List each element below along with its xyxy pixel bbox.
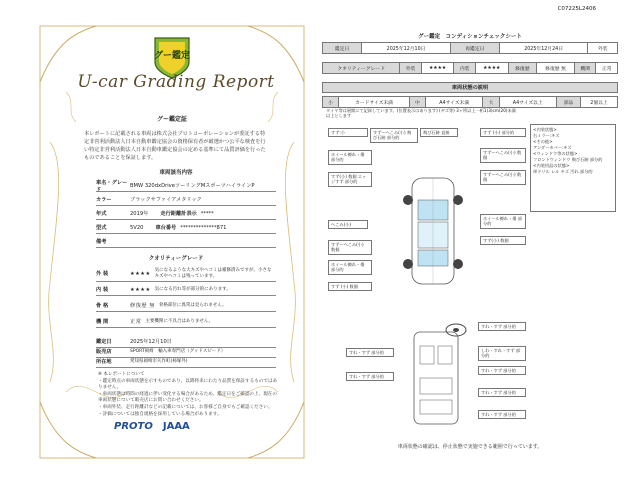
interior-desc: 気になる汚れ等が部分的にあります。 bbox=[154, 286, 231, 292]
engine-label: 機 関 bbox=[96, 319, 109, 325]
note-line: ※ 本レポートについて bbox=[98, 372, 145, 377]
size-large: 大 bbox=[483, 97, 499, 108]
size-small: 小 bbox=[323, 97, 339, 108]
exterior-column: 外装 bbox=[588, 43, 618, 54]
callout: すず (小) 部分的 bbox=[480, 128, 526, 137]
callout: すれ・すず 部分的 bbox=[478, 410, 526, 419]
engine-desc: 主要機関に不具合はありません。 bbox=[145, 318, 214, 324]
model-value: BMW 320dxDriveツーリングMスポーツハイラインP bbox=[130, 183, 255, 189]
footer-logos bbox=[114, 418, 244, 434]
model-label: 車名・グレード bbox=[96, 179, 128, 193]
address-label: 所在地 bbox=[96, 359, 112, 365]
engine-row bbox=[96, 316, 276, 328]
exterior-label: 外 装 bbox=[96, 271, 109, 277]
callout: 飛び石跡 直接 bbox=[420, 128, 458, 137]
notes-label: 備考 bbox=[96, 239, 107, 245]
recheck-label: 再鑑定日 bbox=[450, 43, 499, 54]
address-value: 愛知県岡崎市矢作町(柿塚外) bbox=[130, 358, 188, 364]
exterior-row bbox=[96, 266, 276, 282]
date-value: 2025年12月10日 bbox=[362, 43, 451, 54]
date-label: 鑑定日 bbox=[323, 43, 362, 54]
q-engine-label: 機関 bbox=[574, 63, 595, 74]
bottom-note: 車両状態の確認は、停止状態で実施できる範囲で行っています。 bbox=[397, 444, 543, 450]
parts-value: 2個以上 bbox=[581, 97, 618, 108]
note-line: ・評価については独自規格を採用している場合があります。 bbox=[98, 411, 222, 417]
exterior-desc: 気になるような大キズやヘコミは補修済みですが、小さなキズやヘコミは残っています。 bbox=[154, 267, 272, 279]
sheet-title: グー鑑定 コンディションチェックシート bbox=[418, 34, 522, 40]
year-label: 年式 bbox=[96, 211, 107, 217]
callout: すず:小 bbox=[328, 128, 368, 137]
q-engine-value: 正常 bbox=[596, 63, 618, 74]
q-int-label: 内装 bbox=[454, 63, 475, 74]
size-large-desc: A4サイズ以上 bbox=[499, 97, 556, 108]
recheck-value: 2025年12月24日 bbox=[499, 43, 588, 54]
frame-value: 修復歴 無 bbox=[130, 303, 155, 309]
mileage-label: 走行距離計表示 bbox=[160, 211, 197, 217]
interior-stars: ★★★★ bbox=[130, 286, 151, 293]
year-value: 2019年 bbox=[130, 211, 149, 217]
side-notes-box bbox=[530, 124, 616, 212]
callout: すず (小) 数個 bbox=[328, 282, 372, 291]
callout: すれ・すず 部分的 bbox=[346, 372, 394, 381]
side-note: フロントウィンドウ 飛び石跡 部分的 bbox=[533, 157, 603, 162]
callout: すれ・すず 部分的 bbox=[478, 322, 526, 331]
note-line: ・車両外装、走行距離計などの記載については、お客様ご自身でもご確認ください。 bbox=[98, 404, 273, 410]
color-value: ブラックサファイアメタリック bbox=[130, 197, 202, 203]
chassis-label: 車台番号 bbox=[155, 225, 177, 231]
grading-certificate bbox=[36, 22, 308, 462]
jaaa-logo: JAAA bbox=[162, 420, 190, 432]
size-small-desc: カードサイズ未満 bbox=[339, 97, 410, 108]
mileage-value: ***** bbox=[200, 210, 214, 217]
callout: ホイール擦れ・傷 部分的 bbox=[328, 150, 372, 165]
notes-row bbox=[96, 236, 276, 248]
quality-table bbox=[322, 62, 618, 74]
date-table bbox=[322, 42, 618, 54]
type-value: 5V20 bbox=[130, 224, 144, 231]
year-row bbox=[96, 208, 276, 220]
callout: すず〜へこみ(小) 数個 bbox=[480, 170, 526, 185]
q-ext-label: 外装 bbox=[400, 63, 421, 74]
dealer-label: 販売店 bbox=[96, 349, 112, 355]
callout: しわ・すれ・すず 部分的 bbox=[478, 346, 526, 361]
note-line: ・鑑定時点の車両状態を示すものであり、以降将来にわたり品質を保証するものではありません。 bbox=[98, 378, 278, 391]
side-note: 右ミラー:キズ bbox=[533, 133, 560, 138]
exterior-stars: ★★★★ bbox=[130, 270, 151, 277]
model-row bbox=[96, 180, 276, 192]
report-notes bbox=[98, 372, 278, 418]
side-note: アンダーカバー:キズ bbox=[533, 145, 572, 150]
callout: すず〜へこみ(小) 数個 bbox=[328, 240, 372, 255]
side-note: 単ドリル レル キズ 汚れ 部分的 bbox=[533, 169, 593, 174]
q-repair-value: 修復歴 無 bbox=[537, 63, 575, 74]
frame-label: 骨 格 bbox=[96, 303, 109, 309]
color-label: カラー bbox=[96, 197, 112, 203]
parts-label: 部品 bbox=[556, 97, 580, 108]
frame-row bbox=[96, 300, 276, 312]
interior-label: 内 装 bbox=[96, 287, 109, 293]
quality-label: クオリティーグレード bbox=[323, 63, 400, 74]
color-row bbox=[96, 194, 276, 206]
callout: すず〜へこみ(小) 飛び石跡 部分的 bbox=[370, 128, 418, 143]
side-note: <その他> bbox=[533, 139, 553, 144]
frame-desc: 骨格部位に異常は見られません。 bbox=[158, 302, 227, 308]
size-medium-desc: A4サイズ未満 bbox=[425, 97, 482, 108]
type-row bbox=[96, 222, 276, 234]
car-interior-diagram bbox=[410, 328, 462, 428]
legend-note: タイヤ等は展開にて記録しています。(位置表示はあります) (ギズ等) 3ヶ所以上一桁1(3)cm(20)未満以上とします bbox=[326, 108, 516, 119]
callout: ホイール擦れ・傷 部分的 bbox=[480, 214, 526, 229]
callout: ホイール擦れ・傷 部分的 bbox=[328, 260, 372, 275]
intro-text: 本レポートに記載される車両は株式会社プロトコーポレーションが委託する特定非営利活動法人日本自動車鑑定協会の資格保有者が厳選かつ公平な検査を行い特定非営利活動法人日本自動車鑑定協会の定める基準にて品質評価を行ったものであることを保証します。 bbox=[84, 131, 266, 161]
callout: すず(小) 数個 bbox=[480, 236, 526, 245]
svg-text:グー鑑定: グー鑑定 bbox=[153, 51, 191, 61]
callout: すず(小) 数個 エッジすず 部分的 bbox=[328, 172, 372, 187]
interior-row bbox=[96, 284, 276, 296]
certificate-name: グー鑑定証 bbox=[156, 116, 187, 123]
date-value: 2025年12月10日 bbox=[130, 339, 172, 345]
engine-value: 正常 bbox=[130, 319, 142, 325]
quality-section-title: クオリティーグレード bbox=[148, 256, 204, 262]
vehicle-section-title: 車両該当内容 bbox=[159, 170, 193, 176]
report-title: U-car Grading Report bbox=[77, 72, 275, 92]
callout: すれ・すず 部分的 bbox=[346, 348, 394, 357]
q-int-stars: ★★★★ bbox=[475, 63, 508, 74]
side-note: <内装状態> bbox=[533, 127, 557, 132]
callout: すれ・すず 部分的 bbox=[478, 388, 526, 397]
note-line: ・車両状態は時間の経過に伴い変化する場合があるため、鑑定日をご確認の上、現在の車両状態について販売店にお問い合わせください。 bbox=[98, 391, 277, 404]
callout: すず〜へこみ(小) 数個 bbox=[480, 148, 526, 163]
side-note: <ウィンドウ等の状態> bbox=[533, 151, 578, 156]
car-top-diagram bbox=[398, 170, 468, 292]
side-note: <内装用品の状態> bbox=[533, 163, 570, 168]
size-legend-table bbox=[322, 96, 618, 108]
date-label: 鑑定日 bbox=[96, 339, 112, 345]
size-medium: 中 bbox=[409, 97, 425, 108]
callout: へこみ(小) bbox=[328, 220, 368, 229]
callout: すれ・すず 部分的 bbox=[478, 366, 526, 375]
condition-check-sheet bbox=[322, 6, 618, 464]
proto-logo: PROTO bbox=[114, 420, 153, 432]
address-row bbox=[96, 356, 276, 368]
explanation-header: 車両状態の説明 bbox=[322, 82, 618, 93]
chassis-value: **************871 bbox=[180, 224, 227, 231]
sheet-code: C07225L2406 bbox=[557, 6, 596, 12]
q-ext-stars: ★★★★ bbox=[421, 63, 454, 74]
dealer-value: SPORT岡崎 輸入車専門店（グッドスピード） bbox=[130, 348, 226, 354]
type-label: 型式 bbox=[96, 225, 107, 231]
q-repair-label: 修復歴 bbox=[508, 63, 537, 74]
